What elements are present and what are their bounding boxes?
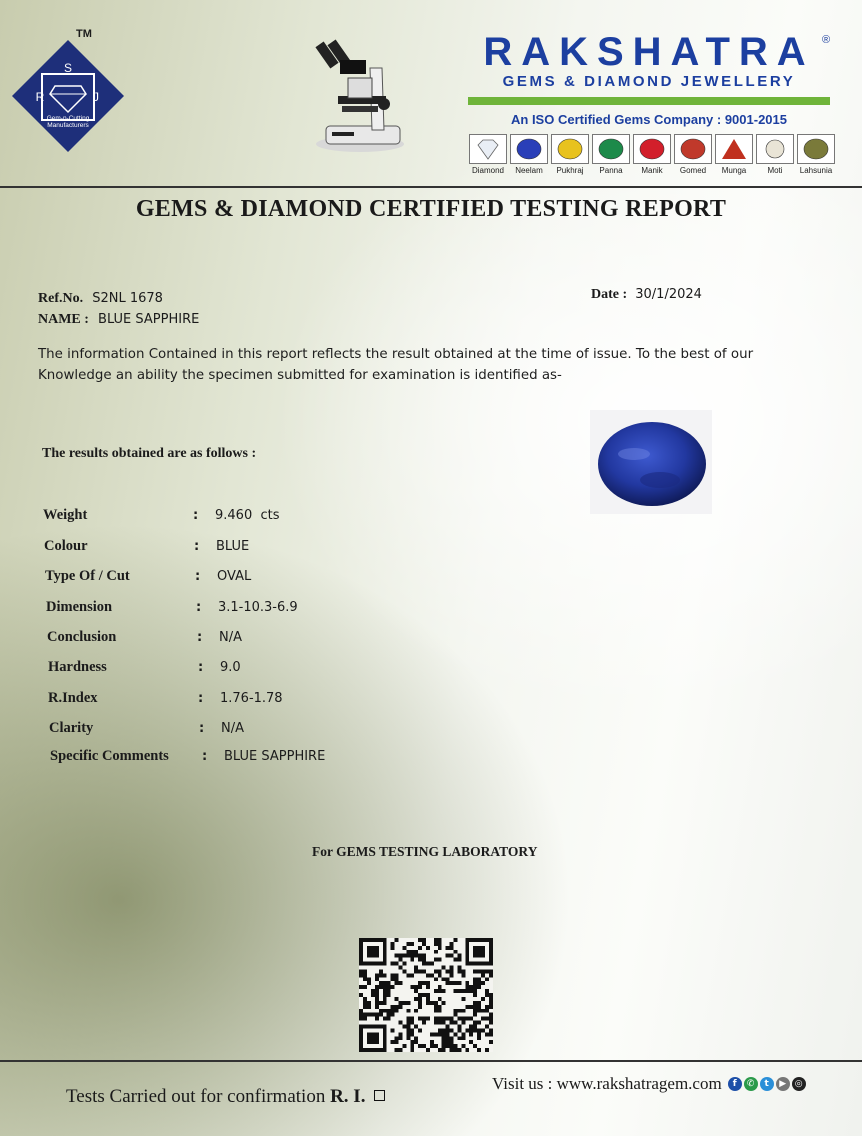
logo-letter-r: R (35, 90, 45, 104)
gem-label: Diamond (471, 166, 504, 175)
pukhraj-gem-icon (555, 137, 585, 161)
gem-pukhraj (550, 134, 590, 175)
visit-line (492, 1074, 806, 1094)
gem-label: Pukhraj (556, 166, 584, 175)
whatsapp-icon[interactable]: ✆ (744, 1077, 758, 1091)
gomed-gem-icon (678, 137, 708, 161)
tests-note (66, 1086, 385, 1108)
result-colon: : (198, 690, 204, 706)
registered-mark: ® (822, 34, 831, 46)
logo-letter-j: J (93, 90, 99, 104)
result-value: 9.460 cts (215, 507, 280, 523)
result-label: Conclusion (47, 628, 117, 645)
logo-caption-1: Gem-n-Cutting (46, 115, 90, 122)
lahsunia-gem-icon (801, 137, 831, 161)
name-line (38, 308, 199, 328)
intro-text: The information Contained in this report reflects the result obtained at the time of issue. To the best of our Knowledge an ability the specimen submitted for examination is identified as- (38, 347, 754, 383)
result-colon: : (197, 629, 203, 645)
result-row (49, 718, 244, 738)
diamond-icon (473, 137, 503, 161)
gem-panna (591, 134, 631, 175)
ref-label: Ref.No. (38, 291, 84, 306)
result-label: Colour (44, 537, 88, 554)
gem-label: Manik (641, 166, 663, 175)
gem-label: Munga (721, 166, 747, 175)
moti-gem-icon (760, 137, 790, 161)
result-label: R.Index (48, 689, 98, 706)
date-value: 30/1/2024 (635, 287, 702, 302)
result-row (50, 746, 325, 766)
result-value: N/A (221, 720, 244, 736)
brand-name: RAKSHATRA (483, 30, 815, 74)
munga-gem-icon (719, 137, 749, 161)
facebook-icon[interactable]: f (728, 1077, 742, 1091)
gem-neelam (509, 134, 549, 175)
result-colon: : (195, 568, 201, 584)
date-label: Date : (591, 287, 628, 302)
result-label: Hardness (48, 658, 107, 675)
result-row (48, 688, 283, 708)
instagram-icon[interactable]: ◎ (792, 1077, 806, 1091)
gem-label: Moti (767, 166, 783, 175)
report-title: GEMS & DIAMOND CERTIFIED TESTING REPORT (135, 196, 727, 222)
microscope-icon (312, 38, 408, 156)
result-value: BLUE SAPPHIRE (224, 748, 326, 764)
gem-diamond (468, 134, 508, 175)
manik-gem-icon (637, 137, 667, 161)
gemstone-photo (590, 410, 712, 514)
header-divider (0, 186, 862, 188)
result-row (47, 627, 242, 647)
gem-label: Lahsunia (799, 166, 833, 175)
gem-label: Gomed (679, 166, 707, 175)
result-colon: : (202, 748, 208, 764)
gem-moti (755, 134, 795, 175)
result-colon: : (193, 507, 199, 523)
result-colon: : (194, 538, 200, 554)
tests-text: Tests Carried out for confirmation (66, 1086, 326, 1107)
brand-subtitle: GEMS & DIAMOND JEWELLERY (502, 73, 796, 90)
youtube-icon[interactable]: ▶ (776, 1077, 790, 1091)
result-value: 1.76-1.78 (220, 690, 283, 706)
name-value: BLUE SAPPHIRE (98, 312, 200, 327)
result-label: Specific Comments (50, 747, 169, 764)
result-label: Weight (43, 506, 88, 523)
qr-code[interactable] (358, 938, 494, 1052)
gem-manik (632, 134, 672, 175)
result-value: 3.1-10.3-6.9 (218, 599, 298, 615)
result-value: N/A (219, 629, 242, 645)
brand-divider (468, 97, 830, 105)
website-link[interactable]: Visit us : www.rakshatragem.com (492, 1074, 722, 1093)
result-row (48, 657, 241, 677)
result-row (44, 536, 249, 556)
results-heading: The results obtained are as follows : (42, 446, 257, 461)
date-line (591, 283, 702, 303)
ri-checkbox[interactable] (374, 1090, 385, 1101)
srj-logo (10, 38, 126, 154)
trademark-mark: TM (76, 28, 92, 40)
result-label: Dimension (46, 598, 113, 615)
gem-strip (468, 134, 836, 175)
tests-ri: R. I. (330, 1086, 366, 1107)
result-row (45, 566, 251, 586)
result-row (43, 505, 280, 525)
iso-certification: An ISO Certified Gems Company : 9001-2015 (511, 112, 787, 127)
result-colon: : (196, 599, 202, 615)
gem-lahsunia (796, 134, 836, 175)
gem-label: Panna (599, 166, 623, 175)
gem-label: Neelam (515, 166, 543, 175)
result-row (46, 597, 298, 617)
ref-line (38, 287, 163, 307)
lab-signature: For GEMS TESTING LABORATORY (312, 844, 538, 859)
result-value: OVAL (217, 568, 252, 584)
result-value: 9.0 (220, 659, 241, 675)
result-label: Type Of / Cut (45, 567, 130, 584)
logo-letter-s: S (63, 61, 73, 75)
result-colon: : (198, 659, 204, 675)
logo-caption-2: Manufacturers (47, 122, 89, 129)
result-value: BLUE (216, 538, 250, 554)
gem-gomed (673, 134, 713, 175)
result-colon: : (199, 720, 205, 736)
ref-value: S2NL 1678 (92, 291, 163, 306)
name-label: NAME : (38, 312, 89, 327)
footer-divider (0, 1060, 862, 1062)
twitter-icon[interactable]: t (760, 1077, 774, 1091)
result-label: Clarity (49, 719, 94, 736)
gem-munga (714, 134, 754, 175)
neelam-gem-icon (514, 137, 544, 161)
panna-gem-icon (596, 137, 626, 161)
social-icons (728, 1077, 806, 1091)
